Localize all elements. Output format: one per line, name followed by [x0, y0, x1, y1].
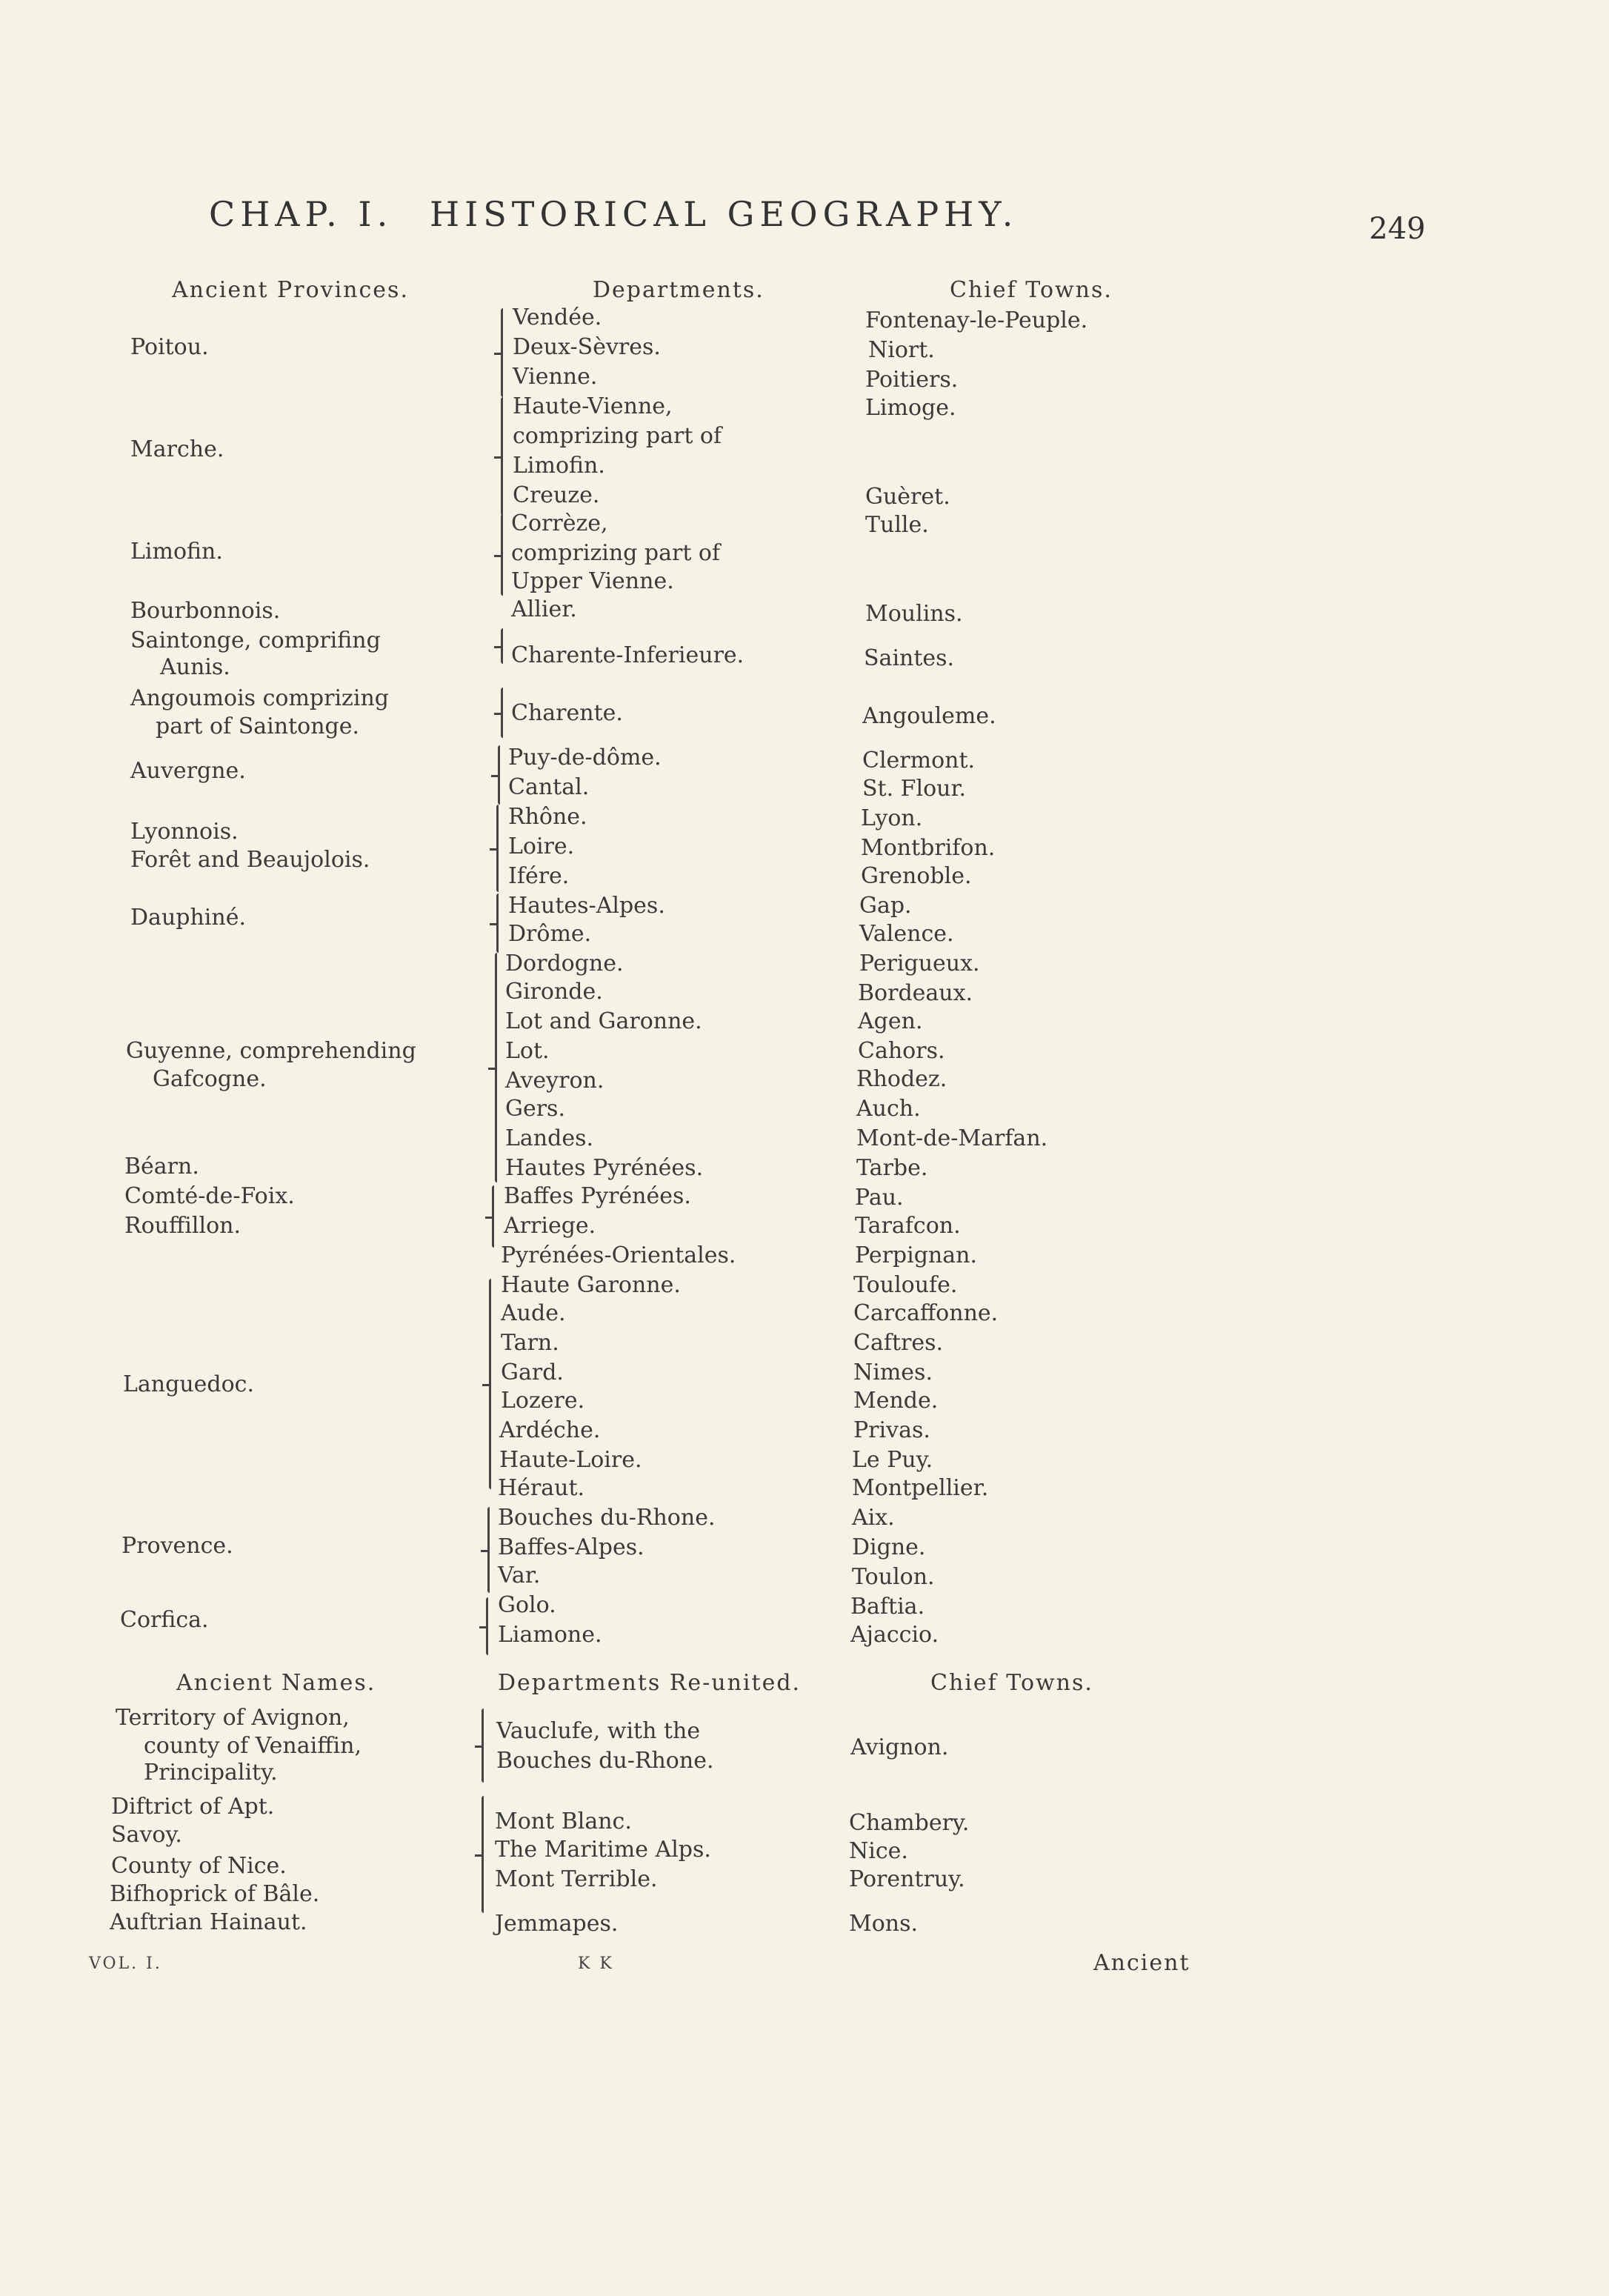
province-entry: Rouffillon. — [124, 1213, 241, 1239]
town-entry: Carcaffonne. — [853, 1300, 999, 1326]
town-entry: Privas. — [853, 1417, 930, 1443]
province-entry: Béarn. — [124, 1154, 199, 1179]
town-entry: Touloufe. — [853, 1272, 958, 1298]
column-header-ancient-names: Ancient Names. — [176, 1670, 376, 1696]
department-entry: Gard. — [501, 1360, 564, 1385]
column-header-chief-towns: Chief Towns. — [950, 277, 1113, 303]
department-entry: Drôme. — [508, 921, 592, 947]
department-entry: Var. — [498, 1563, 541, 1588]
province-entry: Languedoc. — [123, 1371, 255, 1397]
town-entry: Nimes. — [853, 1360, 933, 1385]
town-entry: Tarbe. — [856, 1155, 928, 1181]
province-entry: Poitou. — [130, 334, 209, 360]
province-entry: Forêt and Beaujolois. — [130, 847, 370, 873]
column-header-departments-reunited: Departments Re-united. — [498, 1670, 802, 1696]
town-entry: Agen. — [858, 1008, 923, 1034]
province-entry: Aunis. — [160, 654, 230, 680]
province-entry: Angoumois comprizing — [130, 685, 389, 711]
ancient-name-entry: county of Venaiffin, — [144, 1733, 362, 1759]
town-entry: Auch. — [856, 1096, 921, 1122]
department-entry: Ardéche. — [499, 1417, 601, 1443]
town-entry: Clermont. — [862, 748, 976, 773]
department-entry: Limofin. — [513, 453, 605, 479]
department-entry: Lot and Garonne. — [505, 1008, 702, 1034]
reunited-department-entry: Bouches du-Rhone. — [496, 1748, 714, 1774]
department-entry: Hautes-Alpes. — [508, 893, 665, 919]
grouping-brace — [495, 953, 497, 1182]
town-entry: Mende. — [853, 1388, 939, 1414]
grouping-brace — [501, 397, 503, 516]
grouping-brace — [486, 1597, 488, 1655]
department-entry: Haute Garonne. — [501, 1272, 681, 1298]
town-entry: Le Puy. — [852, 1447, 933, 1473]
department-entry: Dordogne. — [505, 951, 624, 976]
department-entry: Loire. — [508, 833, 575, 859]
reunited-department-entry: Jemmapes. — [495, 1911, 619, 1937]
department-entry: Lozere. — [501, 1388, 585, 1414]
department-entry: Cantal. — [508, 774, 590, 800]
province-entry: Comté-de-Foix. — [124, 1183, 295, 1209]
reunited-town-entry: Mons. — [849, 1911, 919, 1937]
running-title: HISTORICAL GEOGRAPHY. — [430, 194, 1019, 234]
town-entry: Montpellier. — [852, 1475, 989, 1501]
grouping-brace — [482, 1796, 484, 1913]
volume-mark: VOL. I. — [89, 1954, 162, 1973]
grouping-brace — [496, 894, 499, 953]
province-entry: part of Saintonge. — [156, 713, 360, 739]
reunited-department-entry: Mont Blanc. — [495, 1808, 632, 1834]
department-entry: Charente. — [511, 700, 623, 726]
department-entry: comprizing part of — [511, 540, 721, 566]
province-entry: Dauphiné. — [130, 905, 246, 931]
department-entry: Puy-de-dôme. — [508, 745, 662, 771]
department-entry: Bouches du-Rhone. — [498, 1505, 716, 1531]
signature-mark: K K — [578, 1954, 614, 1973]
town-entry: Toulon. — [852, 1564, 935, 1590]
town-entry: Tarafcon. — [855, 1213, 961, 1239]
department-entry: Vienne. — [513, 364, 598, 390]
ancient-name-entry: Auftrian Hainaut. — [110, 1909, 307, 1935]
town-entry: Angouleme. — [862, 703, 996, 729]
department-entry: Pyrénées-Orientales. — [501, 1242, 736, 1268]
reunited-town-entry: Chambery. — [849, 1810, 970, 1836]
town-entry: Perigueux. — [859, 951, 980, 976]
town-entry: Pau. — [855, 1185, 904, 1211]
department-entry: Deux-Sèvres. — [513, 334, 661, 360]
ancient-name-entry: Bifhoprick of Bâle. — [110, 1881, 320, 1907]
column-header-provinces: Ancient Provinces. — [172, 277, 409, 303]
department-entry: Upper Vienne. — [511, 568, 674, 594]
grouping-brace — [501, 628, 503, 664]
grouping-brace — [501, 688, 503, 738]
ancient-name-entry: Diftrict of Apt. — [111, 1794, 275, 1820]
town-entry: Gap. — [859, 893, 912, 919]
grouping-brace — [487, 1507, 490, 1593]
town-entry: Cahors. — [858, 1038, 945, 1064]
town-entry: Perpignan. — [855, 1242, 977, 1268]
ancient-name-entry: Savoy. — [111, 1822, 182, 1848]
department-entry: Vendée. — [513, 305, 602, 330]
town-entry: Baftia. — [850, 1594, 925, 1620]
province-entry: Guyenne, comprehending — [126, 1038, 416, 1064]
department-entry: Hautes Pyrénées. — [505, 1155, 704, 1181]
grouping-brace — [501, 514, 503, 596]
province-entry: Limofin. — [130, 539, 223, 565]
department-entry: Haute-Vienne, — [513, 393, 673, 419]
department-entry: Héraut. — [498, 1475, 585, 1501]
province-entry: Provence. — [121, 1533, 233, 1559]
department-entry: Gers. — [505, 1096, 565, 1122]
province-entry: Saintonge, comprifing — [130, 628, 381, 653]
department-entry: Creuze. — [513, 482, 600, 508]
department-entry: Baffes Pyrénées. — [504, 1183, 691, 1209]
town-entry: Grenoble. — [861, 863, 972, 889]
department-entry: Tarn. — [501, 1330, 559, 1356]
department-entry: Golo. — [498, 1592, 556, 1618]
town-entry: Poitiers. — [865, 367, 959, 393]
column-header-chief-towns-2: Chief Towns. — [930, 1670, 1093, 1696]
town-entry: Caftres. — [853, 1330, 944, 1356]
grouping-brace — [492, 1185, 494, 1248]
reunited-department-entry: The Maritime Alps. — [495, 1837, 711, 1863]
ancient-name-entry: County of Nice. — [111, 1853, 287, 1879]
reunited-department-entry: Mont Terrible. — [495, 1866, 658, 1892]
town-entry: Montbrifon. — [861, 835, 996, 861]
department-entry: Allier. — [511, 596, 577, 622]
town-entry: Moulins. — [865, 601, 963, 627]
province-entry: Gafcogne. — [153, 1066, 267, 1092]
grouping-brace — [489, 1279, 491, 1489]
town-entry: Mont-de-Marfan. — [856, 1125, 1048, 1151]
town-entry: Digne. — [852, 1534, 926, 1560]
column-header-departments: Departments. — [593, 277, 764, 303]
town-entry: Rhodez. — [856, 1066, 947, 1092]
department-entry: Ifére. — [508, 863, 570, 889]
town-entry: Bordeaux. — [858, 980, 973, 1006]
catchword: Ancient — [1093, 1950, 1190, 1976]
town-entry: Limoge. — [865, 395, 956, 421]
department-entry: Haute-Loire. — [499, 1447, 642, 1473]
department-entry: comprizing part of — [513, 423, 722, 449]
town-entry: Aix. — [852, 1505, 895, 1531]
town-entry: Niort. — [868, 337, 935, 363]
ancient-name-entry: Territory of Avignon, — [116, 1705, 350, 1731]
town-entry: Valence. — [859, 921, 954, 947]
town-entry: Fontenay-le-Peuple. — [865, 307, 1088, 333]
province-entry: Marche. — [130, 436, 224, 462]
grouping-brace — [498, 745, 500, 805]
chapter-label: CHAP. I. — [209, 194, 393, 234]
reunited-department-entry: Vauclufe, with the — [496, 1718, 701, 1744]
department-entry: Aveyron. — [505, 1068, 604, 1094]
province-entry: Bourbonnois. — [130, 598, 281, 624]
grouping-brace — [501, 308, 503, 397]
town-entry: Saintes. — [864, 645, 955, 671]
grouping-brace — [482, 1708, 484, 1783]
town-entry: Lyon. — [861, 805, 923, 831]
grouping-brace — [496, 805, 499, 892]
province-entry: Lyonnois. — [130, 819, 239, 845]
town-entry: Ajaccio. — [850, 1622, 939, 1648]
province-entry: Auvergne. — [130, 758, 246, 784]
department-entry: Landes. — [505, 1125, 594, 1151]
reunited-town-entry: Nice. — [849, 1838, 908, 1864]
reunited-town-entry: Porentruy. — [849, 1866, 965, 1892]
town-entry: Guèret. — [865, 484, 950, 510]
town-entry: Tulle. — [865, 512, 929, 538]
department-entry: Charente-Inferieure. — [511, 642, 744, 668]
department-entry: Corrèze, — [511, 510, 608, 536]
department-entry: Liamone. — [498, 1622, 602, 1648]
department-entry: Baffes-Alpes. — [498, 1534, 644, 1560]
department-entry: Gironde. — [505, 979, 603, 1005]
province-entry: Corfica. — [120, 1607, 209, 1633]
page-number: 249 — [1369, 212, 1426, 246]
ancient-name-entry: Principality. — [144, 1760, 278, 1786]
town-entry: St. Flour. — [862, 776, 967, 802]
department-entry: Arriege. — [504, 1213, 596, 1239]
reunited-town-entry: Avignon. — [850, 1734, 949, 1760]
department-entry: Aude. — [501, 1300, 566, 1326]
department-entry: Rhône. — [508, 804, 587, 830]
department-entry: Lot. — [505, 1038, 550, 1064]
